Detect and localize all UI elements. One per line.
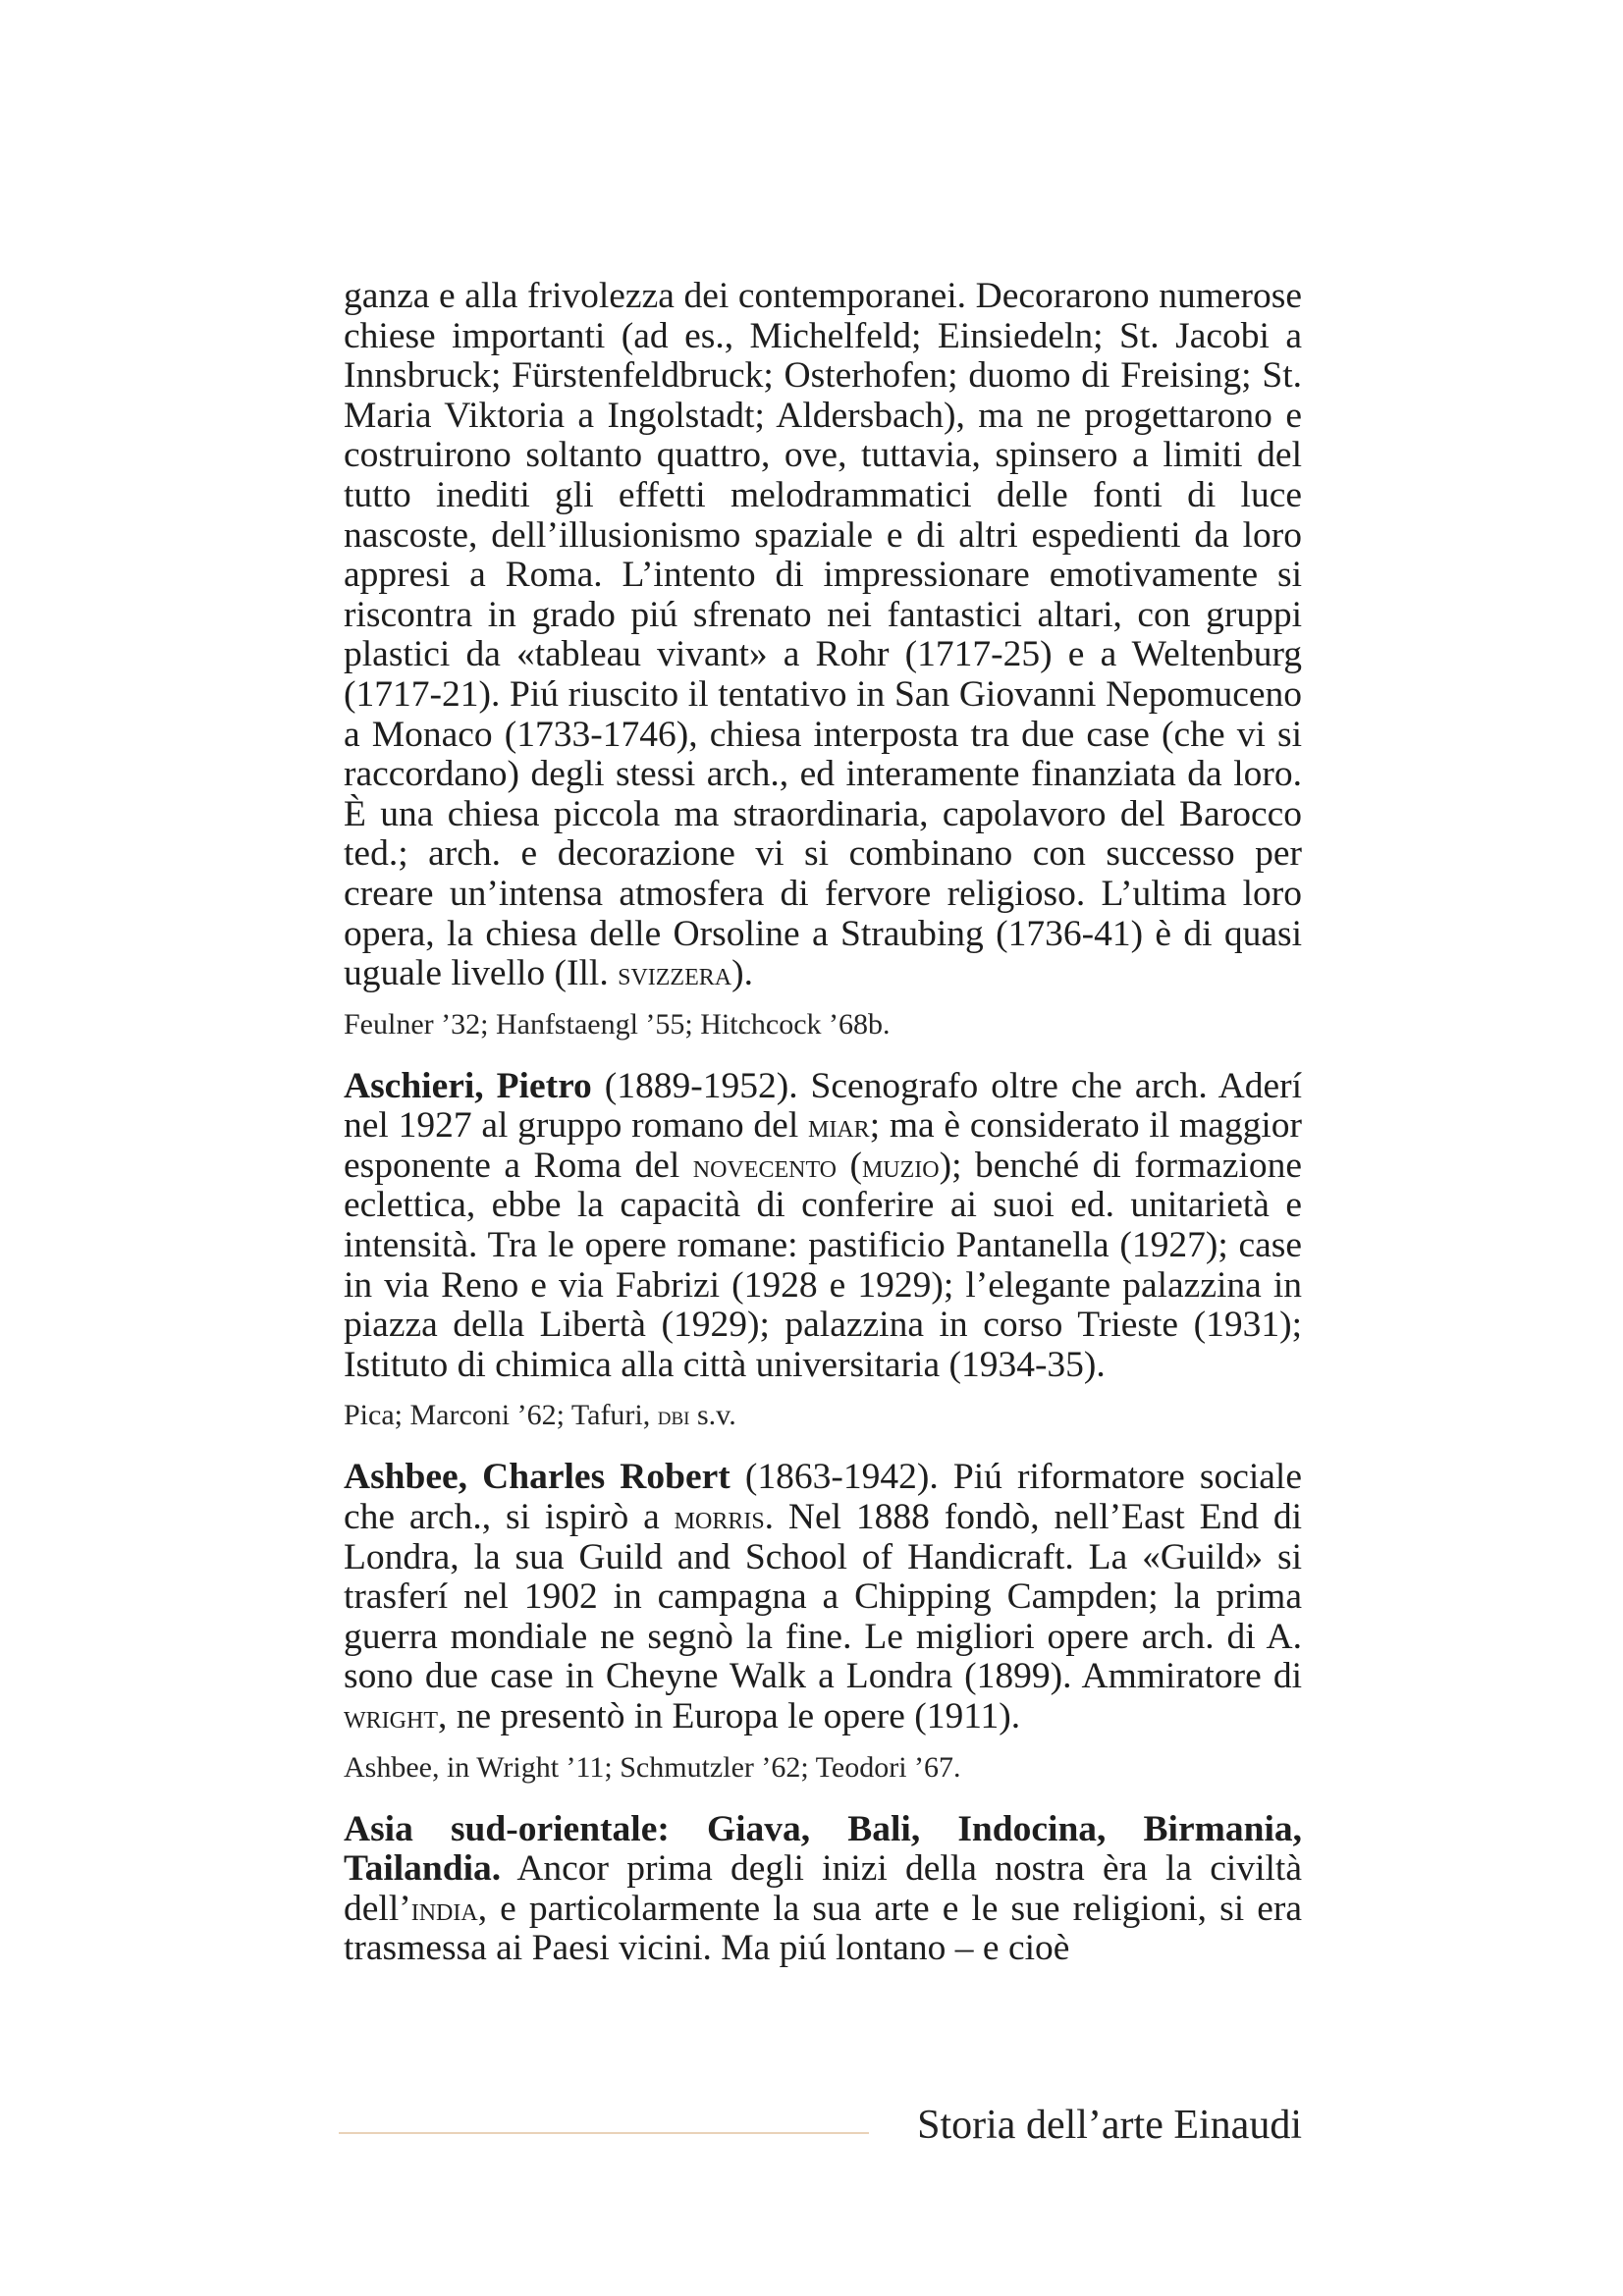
entry-headword: Ashbee, Charles Robert xyxy=(344,1457,730,1498)
cross-reference[interactable]: wright xyxy=(344,1698,438,1735)
entry-asia-sud-orientale xyxy=(344,1810,1302,1969)
entry-asam-continued xyxy=(344,277,1302,994)
entry-aschieri xyxy=(344,1067,1302,1386)
entry-text: ganza e alla frivolezza dei contemporanei. Decorarono numerose chiese importanti (ad es., Michelfeld; Einsiedeln; St. Jacobi a Innsbruck; Fürstenfeldbruck; Osterhofen; duomo di Freising; St. Maria Viktoria a Ingolstadt; Aldersbach), ma ne progettarono e costruirono soltanto quattro, ove, tuttavia, spinsero a limiti del tutto inediti gli effetti melodrammatici delle fonti di luce nascoste, dell’illusionismo spaziale e di altri espedienti da loro appresi a Roma. L’intento di impressionare emotivamente si riscontra in grado piú sfrenato nei fantastici altari, con gruppi plastici da «tableau vivant» a Rohr (1717-25) e a Weltenburg (1717-21). Piú riuscito il tentativo in San Giovanni Nepomuceno a Monaco (1733-1746), chiesa interposta tra due case (che vi si raccordano) degli stessi arch., ed interamente finanziata da loro. È una chiesa piccola ma straordinaria, capolavoro del Barocco ted.; arch. e decorazione vi si combinano con successo per creare un’intensa atmosfera di fervore religioso. L’ultima loro opera, la chiesa delle Orsoline a Straubing (1736-41) è di quasi uguale livello (Ill. xyxy=(344,276,1302,994)
entry-text: Ancor prima degli inizi della nostra èra la civiltà dell’ xyxy=(344,1848,1302,1929)
entry-text: ; ma è considerato il maggior esponente a Roma del xyxy=(344,1105,1302,1186)
bibliography: Ashbee, in Wright ’11; Schmutzler ’62; Teodori ’67. xyxy=(344,1750,961,1784)
page-footer xyxy=(339,2096,1302,2155)
entry-text: ( xyxy=(837,1145,862,1186)
cross-reference[interactable]: novecento xyxy=(692,1147,838,1185)
entry-text: (1863-1942). Piú riformatore sociale che arch., si ispirò a xyxy=(344,1457,1302,1538)
footer-rule xyxy=(339,2132,869,2134)
entry-ashbee xyxy=(344,1458,1302,1736)
cross-reference[interactable]: india xyxy=(410,1890,478,1928)
publication-title: Storia dell’arte Einaudi xyxy=(917,2103,1302,2148)
entry-text: ). xyxy=(731,953,753,994)
entry-headword: Aschieri, Pietro xyxy=(344,1065,592,1106)
cross-reference[interactable]: miar xyxy=(808,1107,870,1146)
bibliography xyxy=(344,1399,1302,1432)
page-body xyxy=(344,277,1302,1969)
cross-reference[interactable]: svizzera xyxy=(618,955,732,993)
entry-text: . Nel 1888 fondò, nell’East End di Londra, la sua Guild and School of Handicraft. La «Guild» si trasferí nel 1902 in campagna a Chipping Campden; la prima guerra mondiale ne segnò la fine. Le migliori opere arch. di A. sono due case in Cheyne Walk a Londra (1899). Ammiratore di xyxy=(344,1497,1302,1697)
cross-reference[interactable]: muzio xyxy=(861,1147,940,1185)
bibliography-text: s.v. xyxy=(689,1399,736,1432)
cross-reference[interactable]: morris xyxy=(674,1499,765,1537)
entry-text: , ne presentò in Europa le opere (1911). xyxy=(437,1696,1021,1736)
entry-text: ); benché di formazione eclettica, ebbe la capacità di conferire ai suoi ed. unitarietà e intensità. Tra le opere romane: pastificio Pantanella (1927); case in via Reno e via Fabrizi (1928 e 1929); l’elegante palazzina in piazza della Libertà (1929); palazzina in corso Trieste (1931); Istituto di chimica alla città universitaria (1934-35). xyxy=(344,1145,1302,1385)
bibliography-abbreviation: dbi xyxy=(657,1400,690,1431)
entry-text: (1889-1952). Scenografo oltre che arch. Aderí nel 1927 al gruppo romano del xyxy=(344,1065,1302,1147)
bibliography: Feulner ’32; Hanfstaengl ’55; Hitchcock ’68b. xyxy=(344,1007,891,1041)
bibliography-text: Pica; Marconi ’62; Tafuri, xyxy=(344,1399,658,1432)
entry-headword: Asia sud-orientale: Giava, Bali, Indocina, Birmania, Tailandia. xyxy=(344,1808,1302,1890)
entry-text: , e particolarmente la sua arte e le sue religioni, si era trasmessa ai Paesi vicini. Ma piú lontano – e cioè xyxy=(344,1888,1302,1969)
